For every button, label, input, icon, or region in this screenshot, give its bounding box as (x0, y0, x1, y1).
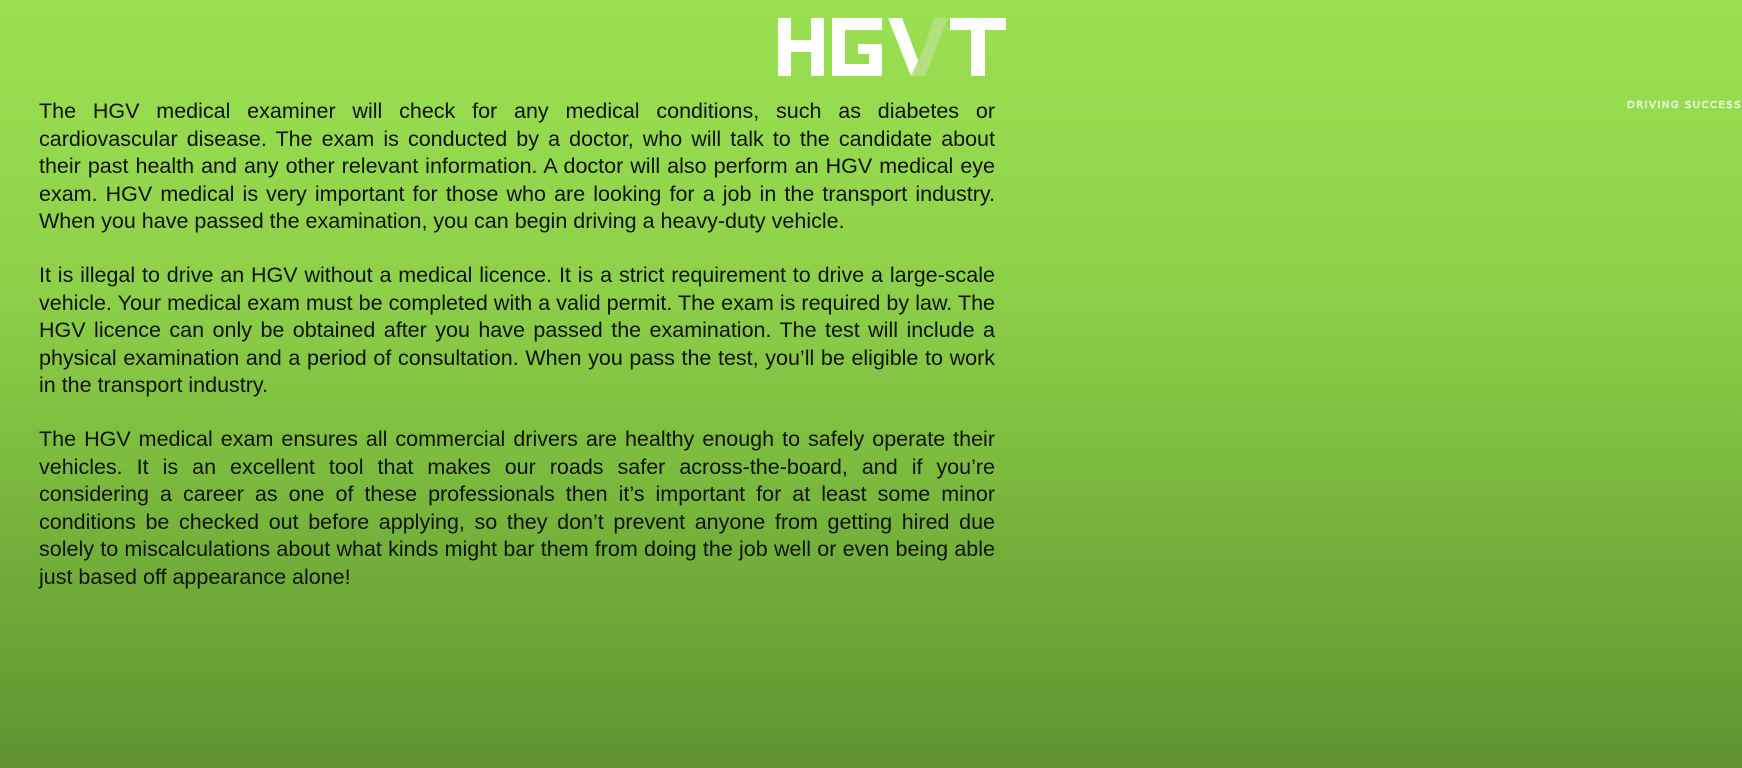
paragraph: The HGV medical examiner will check for any medical conditions, such as diabetes or cardiovascular disease. The exam is conducted by a doctor, who will talk to the candidate about their past health and any other relevant information. A doctor will also perform an HGV medical eye exam. HGV medical is very important for those who are looking for a job in the transport industry. When you have passed the examination, you can begin driving a heavy-duty vehicle. (39, 99, 995, 234)
paragraph: It is illegal to drive an HGV without a medical licence. It is a strict requirement to drive a large-scale vehicle. Your medical exam must be completed with a valid permit. The exam is required by law. The HGV licence can only be obtained after you have passed the examination. The test will include a physical examination and a period of consultation. When you pass the test, you’ll be eligible to work in the transport industry. (39, 262, 995, 398)
hgvt-logo (774, 14, 1742, 111)
hgvt-logo-mark (774, 14, 1010, 84)
article-body (39, 98, 995, 618)
paragraph: The HGV medical exam ensures all commercial drivers are healthy enough to safely operate their vehicles. It is an excellent tool that makes our roads safer across-the-board, and if you’re considering a career as one of these professionals then it’s important for at least some minor conditions be checked out before applying, so they don’t prevent anyone from getting hired due solely to miscalculations about what kinds might bar them from doing the job well or even being able just based off appearance alone! (39, 426, 995, 589)
logo-tagline: DRIVING SUCCESS (1627, 100, 1742, 111)
